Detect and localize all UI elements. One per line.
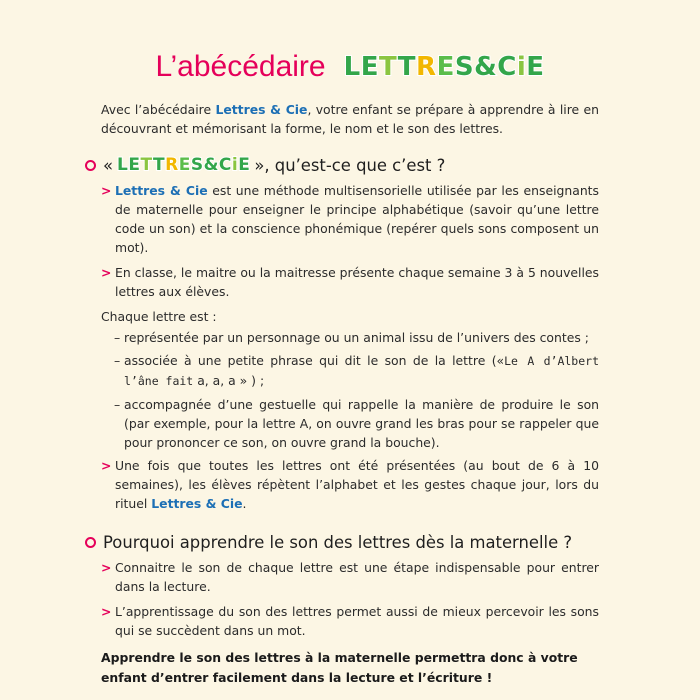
logo-letters <box>344 52 474 82</box>
logo-letter: S <box>190 155 204 175</box>
chevron-right-icon: > <box>101 183 112 198</box>
dash-text: accompagnée d’une gestuelle qui rappelle la manière de produire le son (par exemple, pour la lettre A, on ouvre grand les bras pour se rappeler que pour prononcer ce son, on ouvre grand la bouche). <box>124 397 599 450</box>
logo-letter: C <box>218 155 232 175</box>
logo-letter: E <box>128 155 141 175</box>
item-text: Une fois que toutes les lettres ont été présentées (au bout de 6 à 10 semaines), les élèves répètent l’alphabet et les gestes chaque jour, lors du rituel <box>115 458 599 511</box>
conclusion: Apprendre le son des lettres à la maternelle permettra donc à votre enfant d’entrer facilement dans la lecture et l’écriture ! <box>101 650 578 685</box>
intro-brand: Lettres & Cie <box>215 102 308 117</box>
logo-letter: E <box>360 52 379 82</box>
brand-logo <box>344 52 545 82</box>
heading-text: », qu’est-ce que c’est ? <box>254 156 446 175</box>
list-item <box>99 181 599 257</box>
item-text: Connaitre le son de chaque lettre est une étape indispensable pour entrer dans la lecture. <box>115 560 599 594</box>
logo-letter: i <box>231 155 239 175</box>
logo-letter: C <box>497 52 517 82</box>
logo-suffix <box>497 52 544 82</box>
dash-text: associée à une petite phrase qui dit le son de la lettre (« <box>124 353 505 368</box>
logo-letter: T <box>397 52 417 82</box>
logo-letter: T <box>378 52 398 82</box>
logo-letter: T <box>153 155 166 175</box>
dash-list-item <box>99 328 599 347</box>
logo-letter: L <box>343 52 361 82</box>
dash-text: représentée par un personnage ou un animal issu de l’univers des contes ; <box>124 330 589 345</box>
brand-logo-small <box>117 156 250 175</box>
item-text: L’apprentissage du son des lettres permet aussi de mieux percevoir les sons qui se succèdent dans un mot. <box>115 604 599 638</box>
chevron-right-icon: > <box>101 604 112 619</box>
dash-marker: – <box>114 330 121 345</box>
chaque-lettre-label: Chaque lettre est : <box>101 309 217 324</box>
section1-heading <box>85 156 599 175</box>
item-brand: Lettres & Cie <box>115 183 208 198</box>
circle-bullet-icon <box>85 160 96 171</box>
dash-marker: – <box>114 353 121 368</box>
logo-letter: E <box>238 155 251 175</box>
list-item <box>99 263 599 301</box>
chevron-right-icon: > <box>101 560 112 575</box>
script-phrase: Le A d’Albert l’âne fait <box>124 354 599 388</box>
list-item <box>99 456 599 513</box>
logo-letter: S <box>454 52 475 82</box>
dash-text-tail: a, a, a » ) ; <box>193 373 265 388</box>
logo-letters <box>117 155 204 175</box>
logo-letter: R <box>416 52 437 82</box>
item-text: est une méthode multisensorielle utilisée par les enseignants de maternelle pour enseigner le principe alphabétique (savoir qu’une lettre code un son) et la conscience phonémique (repérer quels sons composent un mot). <box>115 183 599 255</box>
logo-letter: i <box>516 52 527 82</box>
section2-heading <box>85 533 599 552</box>
heading-quote-open: « <box>103 156 114 175</box>
logo-letter: E <box>526 52 545 82</box>
chevron-right-icon: > <box>101 265 112 280</box>
content <box>99 100 599 688</box>
item-end: . <box>242 496 247 511</box>
intro-text-start: Avec l’abécédaire <box>101 102 216 117</box>
section2 <box>99 533 599 688</box>
intro-paragraph <box>101 100 599 138</box>
dash-list-item <box>99 395 599 452</box>
dash-marker: – <box>114 397 121 412</box>
logo-ampersand: & <box>203 155 219 175</box>
heading-text: Pourquoi apprendre le son des lettres dès la maternelle ? <box>103 533 573 552</box>
page-title: L’abécédaire <box>155 50 326 83</box>
intro-text-end: , votre enfant se prépare à apprendre à lire en découvrant et mémorisant la forme, le nom et le son des lettres. <box>101 102 599 136</box>
logo-letter: T <box>140 155 153 175</box>
logo-ampersand: & <box>474 52 498 82</box>
circle-bullet-icon <box>85 537 96 548</box>
chevron-right-icon: > <box>101 458 112 473</box>
dash-list-item <box>99 351 599 391</box>
list-item <box>99 558 599 596</box>
list-item <box>99 602 599 640</box>
item-brand: Lettres & Cie <box>151 496 243 511</box>
logo-letter: E <box>178 155 191 175</box>
item-text: En classe, le maitre ou la maitresse présente chaque semaine 3 à 5 nouvelles lettres aux élèves. <box>115 265 599 299</box>
logo-letter: L <box>117 155 129 175</box>
logo-suffix <box>219 155 250 175</box>
logo-letter: E <box>436 52 455 82</box>
title-row <box>0 50 700 84</box>
logo-letter: R <box>165 155 179 175</box>
